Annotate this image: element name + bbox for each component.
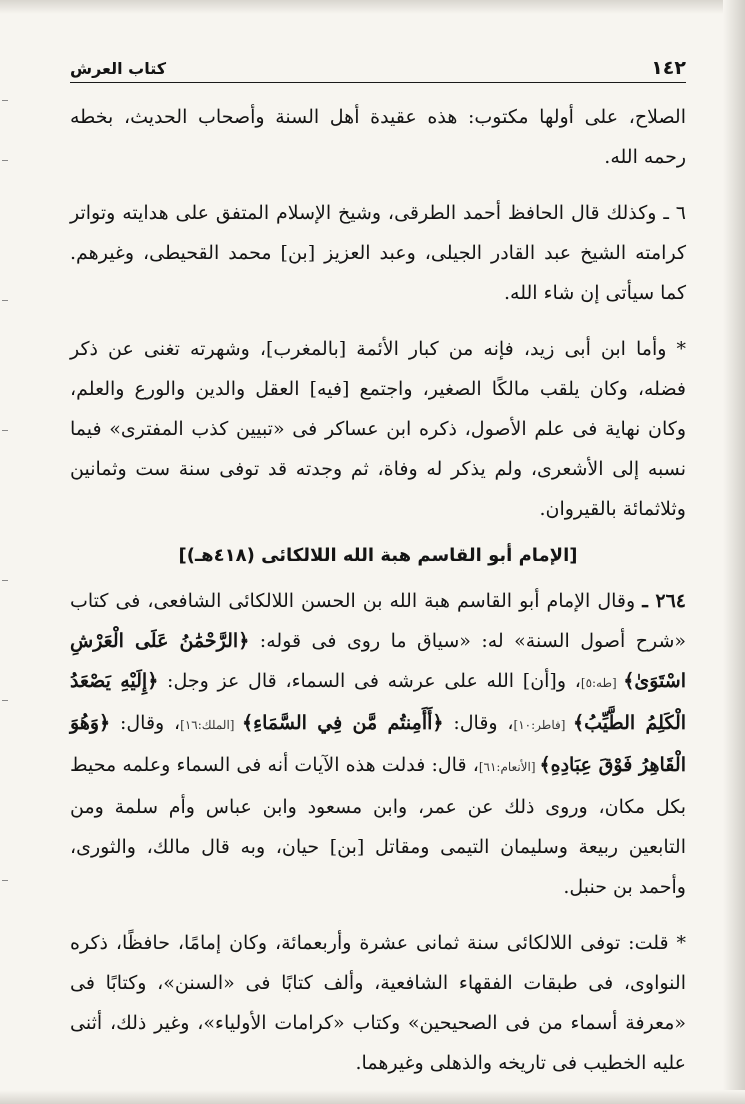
paragraph-gap bbox=[70, 313, 686, 329]
scan-edge-top bbox=[0, 0, 745, 14]
paragraph-ibn-abi-zayd: * وأما ابن أبى زيد، فإنه من كبار الأئمة [بالمغرب]، وشهرته تغنى عن ذكر فضله، وكان يلقب مالكًا الصغير، واجتمع [فيه] العقل والدين والورع والعلم، وكان نهاية فى علم الأصول، ذكره ابن عساكر فى «تبيين كذب المفترى» فيما نسبه إلى الأشعرى، ولم يذكر له وفاة، ثم وجدته قد توفى سنة ست وثمانين وثلاثمائة بالقيروان. bbox=[70, 338, 686, 520]
scan-edge-bottom bbox=[0, 1090, 745, 1104]
text-run: ، وقال: bbox=[443, 712, 514, 734]
paragraph-gap bbox=[70, 177, 686, 193]
paragraph-264 bbox=[70, 581, 686, 907]
margin-tick bbox=[2, 100, 8, 101]
quran-verse: ﴿إِلَيْهِ يَصْعَدُ الْكَلِمُ الطَّيِّبُ﴾ bbox=[70, 670, 687, 734]
margin-tick bbox=[2, 580, 8, 581]
quran-verse: ﴿أَأَمِنتُم مَّن فِي السَّمَاءِ﴾ bbox=[242, 712, 444, 734]
margin-tick bbox=[2, 300, 8, 301]
verse-reference: [طه:٥] bbox=[580, 676, 624, 690]
paragraph-6: ٦ ـ وكذلك قال الحافظ أحمد الطرقى، وشيخ الإسلام المتفق على هدايته وتواتر كرامته الشيخ عبد القادر الجيلى، وعبد العزيز [بن] محمد القحيطى، وغيرهم. كما سيأتى إن شاء الله. bbox=[70, 202, 686, 304]
entry-number: ٢٦٤ ـ bbox=[642, 590, 686, 612]
book-title: كتاب العرش bbox=[70, 59, 167, 78]
book-page bbox=[70, 50, 686, 1083]
paragraph-lalakai-note: * قلت: توفى اللالكائى سنة ثمانى عشرة وأربعمائة، وكان إمامًا، حافظًا، ذكره النواوى، فى طبقات الفقهاء الشافعية، وألف كتابًا فى «السنن»، وكتابًا فى «معرفة أسماء من فى الصحيحين» وكتاب «كرامات الأولياء»، وغير ذلك، أثنى عليه الخطيب فى تاريخه والذهلى وغيرهما. bbox=[70, 932, 686, 1074]
section-heading: [الإمام أبو القاسم هبة الله اللالكائى (٤١٨هـ)] bbox=[178, 545, 578, 566]
paragraph-continuation: الصلاح، على أولها مكتوب: هذه عقيدة أهل السنة وأصحاب الحديث، بخطه رحمه الله. bbox=[70, 106, 686, 168]
text-run: ، قال: فدلت هذه الآيات أنه فى السماء وعلمه محيط بكل مكان، وروى ذلك عن عمر، وابن مسعود وابن عباس وأم سلمة ومن التابعين ربيعة وسليمان التيمى ومقاتل [بن] حيان، وبه قال مالك، والثورى، وأحمد بن حنبل. bbox=[70, 754, 686, 898]
page-number: ١٤٢ bbox=[651, 57, 686, 79]
text-run: ، وقال: bbox=[110, 712, 181, 734]
quran-verse: ﴿وَهُوَ الْقَاهِرُ فَوْقَ عِبَادِهِ﴾ bbox=[70, 712, 686, 776]
margin-tick bbox=[2, 700, 8, 701]
margin-tick bbox=[2, 880, 8, 881]
verse-reference: [الملك:١٦] bbox=[180, 718, 243, 732]
verse-reference: [فاطر:١٠] bbox=[513, 718, 573, 732]
margin-tick bbox=[2, 430, 8, 431]
running-head bbox=[70, 50, 686, 83]
paragraph-gap bbox=[70, 907, 686, 923]
margin-tick bbox=[2, 160, 8, 161]
scan-edge-right bbox=[723, 0, 745, 1104]
body-text bbox=[70, 97, 686, 1083]
verse-reference: [الأنعام:٦١] bbox=[478, 760, 540, 774]
text-run: وقال الإمام أبو القاسم هبة الله بن الحسن اللالكائى الشافعى، فى كتاب «شرح أصول السنة» له: «سياق ما روى فى قوله: bbox=[70, 590, 687, 652]
quran-verse: ﴿الرَّحْمَٰنُ عَلَى الْعَرْشِ اسْتَوَىٰ﴾ bbox=[70, 630, 686, 692]
text-run: ، و[أن] الله على عرشه فى السماء، قال عز وجل: bbox=[158, 670, 581, 692]
